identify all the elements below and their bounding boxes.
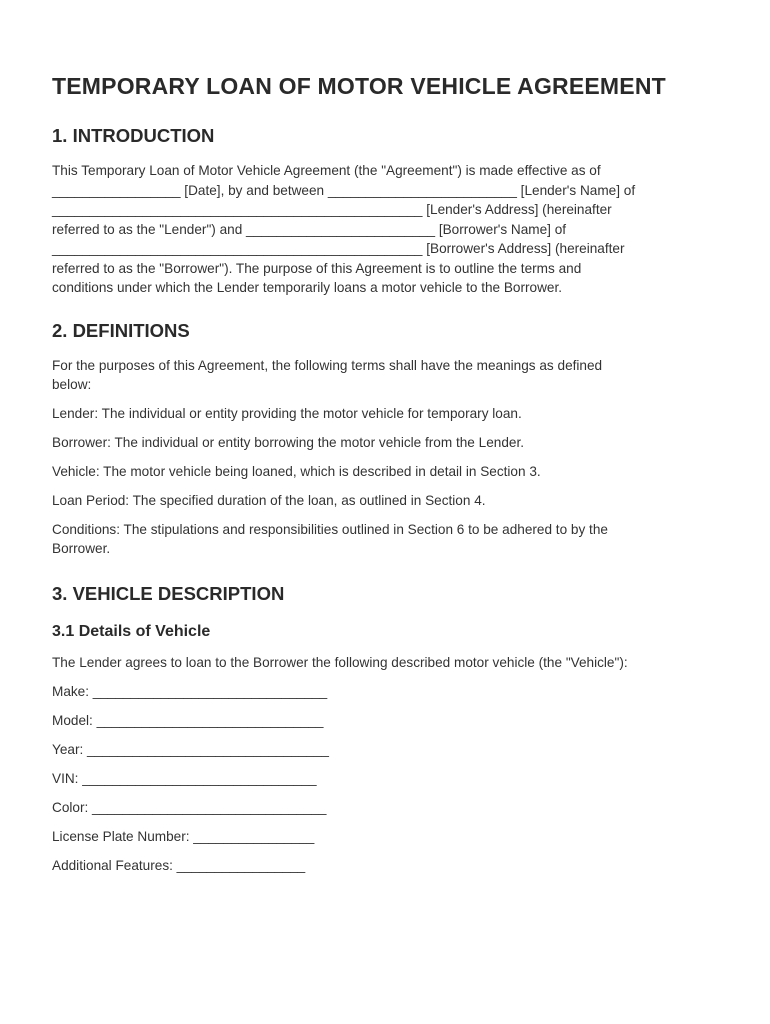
introduction-paragraph [52, 161, 718, 298]
vehicle-field-vin: VIN: _______________________________ [52, 771, 317, 786]
introduction-line: _________________ [Date], by and between _________________________ [Lender's Name] of [52, 182, 636, 198]
introduction-line: conditions under which the Lender temporarily loans a motor vehicle to the Borrower. [52, 280, 563, 295]
section-heading-introduction: 1. INTRODUCTION [52, 125, 215, 146]
definition-lender: Lender: The individual or entity providing the motor vehicle for temporary loan. [52, 405, 522, 421]
vehicle-field-color: Color: _______________________________ [52, 800, 327, 815]
definitions-intro [52, 356, 718, 395]
section-heading-vehicle-description: 3. VEHICLE DESCRIPTION [52, 582, 285, 604]
definition-conditions-line: Conditions: The stipulations and responsibilities outlined in Section 6 to be adhered to by the [52, 521, 608, 537]
introduction-line: referred to as the "Lender") and _________________________ [Borrower's Name] of [52, 221, 567, 237]
definitions-intro-line: For the purposes of this Agreement, the following terms shall have the meanings as defined [52, 357, 603, 373]
vehicle-field-make: Make: _______________________________ [52, 684, 328, 699]
vehicle-field-additional-features: Additional Features: _________________ [52, 858, 306, 873]
introduction-line: referred to as the "Borrower"). The purpose of this Agreement is to outline the terms and [52, 260, 582, 276]
definition-conditions [52, 520, 718, 559]
vehicle-field-license-plate: License Plate Number: ________________ [52, 829, 315, 844]
definition-loan-period: Loan Period: The specified duration of the loan, as outlined in Section 4. [52, 492, 486, 508]
definition-borrower: Borrower: The individual or entity borrowing the motor vehicle from the Lender. [52, 434, 524, 450]
section-heading-definitions: 2. DEFINITIONS [52, 319, 190, 341]
definition-conditions-line: Borrower. [52, 541, 111, 556]
introduction-line: _________________________________________________ [Lender's Address] (hereinafter [52, 202, 612, 217]
document-title: TEMPORARY LOAN OF MOTOR VEHICLE AGREEMENT [52, 73, 666, 99]
subsection-heading-vehicle-details: 3.1 Details of Vehicle [52, 622, 211, 640]
introduction-line: _________________________________________________ [Borrower's Address] (hereinafter [52, 241, 625, 256]
vehicle-intro: The Lender agrees to loan to the Borrower the following described motor vehicle (the "Vehicle"): [52, 654, 628, 670]
definition-vehicle: Vehicle: The motor vehicle being loaned, which is described in detail in Section 3. [52, 463, 541, 479]
vehicle-field-year: Year: ________________________________ [52, 742, 329, 757]
introduction-line: This Temporary Loan of Motor Vehicle Agreement (the "Agreement") is made effective as of [52, 163, 601, 178]
vehicle-field-model: Model: ______________________________ [52, 713, 324, 728]
definitions-intro-line: below: [52, 377, 92, 392]
